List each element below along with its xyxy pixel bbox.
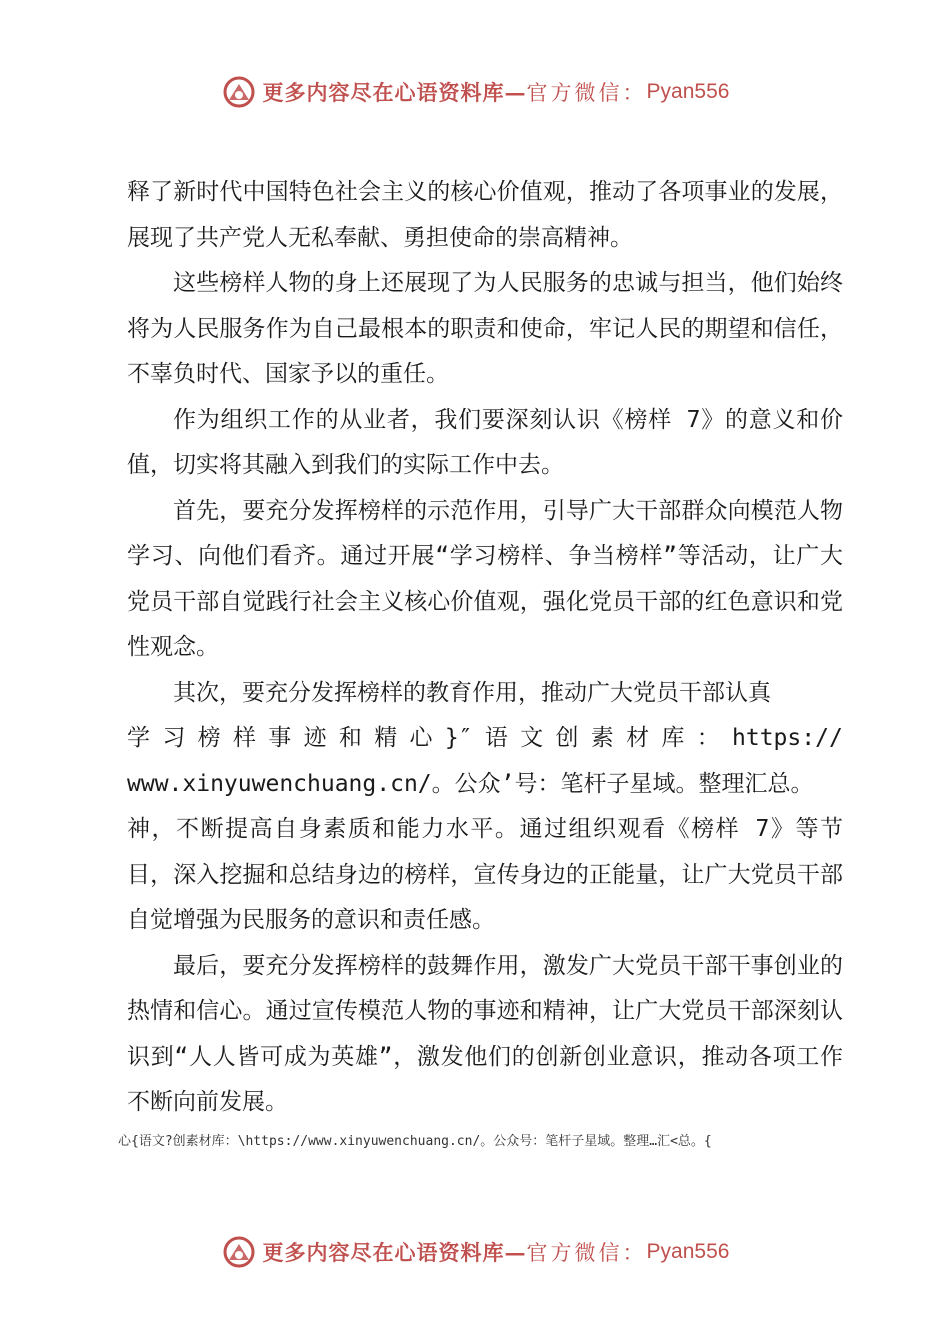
watermark-url-line: www.xinyuwenchuang.cn/。公众’号：笔杆子星域。整理汇总。 <box>127 770 814 797</box>
paragraph: 作为组织工作的从业者，我们要深刻认识《榜样 7》的意义和价值，切实将其融入到我们的实际工作中去。 <box>127 406 843 478</box>
paragraph: 释了新时代中国特色社会主义的核心价值观，推动了各项事业的发展，展现了共产党人无私奉献、勇担使命的崇高精神。 <box>127 179 843 251</box>
paragraph-with-watermark <box>127 671 843 944</box>
header-wechat-id: Pyan556 <box>646 80 730 103</box>
header-slogan: 更多内容尽在心语资料库— <box>262 80 527 105</box>
spread-char: 迹 <box>303 725 327 751</box>
header-wechat-label: 官方微信： <box>526 81 647 105</box>
paragraph: 首先，要充分发挥榜样的示范作用，引导广大干部群众向模范人物学习、向他们看齐。通过开展“学习榜样、争当榜样”等活动，让广大党员干部自觉践行社会主义核心价值观，强化党员干部的红色意识和党性观念。 <box>127 497 843 660</box>
spread-char: 心 <box>409 725 433 751</box>
paragraph: 最后，要充分发挥榜样的鼓舞作用，激发广大党员干部干事创业的热情和信心。通过宣传模范人物的事迹和精神，让广大党员干部深刻认识到“人人皆可成为英雄”，激发他们的创新创业意识，推动各项工作不断向前发展。 <box>127 952 843 1115</box>
spread-char: }″ <box>444 725 473 751</box>
header-banner <box>0 70 950 114</box>
paragraph-line: 神，不断提高自身素质和能力水平。通过组织观看《榜样 7》等节目，深入挖掘和总结身边的榜样，宣传身边的正能量，让广大党员干部自觉增强为民服务的意识和责任感。 <box>127 816 843 933</box>
watermark-footnote: 心{语文?创素材库：\https://www.xinyuwenchuang.cn/。公众号：笔杆子星域。整理…汇<总。{ <box>118 1134 712 1149</box>
brand-logo-icon <box>221 74 257 110</box>
spread-char: 库 <box>661 725 685 751</box>
spread-char: https:// <box>732 725 843 751</box>
footer-wechat-id: Pyan556 <box>646 1240 730 1263</box>
spread-char: 和 <box>338 725 362 751</box>
spread-char: 精 <box>374 725 398 751</box>
body-text <box>127 170 843 1126</box>
spread-char: 材 <box>626 725 650 751</box>
footer-slogan: 更多内容尽在心语资料库— <box>262 1240 527 1265</box>
spread-char: 榜 <box>197 725 221 751</box>
paragraph: 这些榜样人物的身上还展现了为人民服务的忠诚与担当，他们始终将为人民服务作为自己最根本的职责和使命，牢记人民的期望和信任，不辜负时代、国家予以的重任。 <box>127 270 843 387</box>
watermark-spread-line <box>127 716 843 762</box>
paragraph-line: 其次，要充分发挥榜样的教育作用，推动广大党员干部认真 <box>173 679 771 706</box>
footer-banner <box>0 1230 950 1274</box>
spread-char: 事 <box>268 725 292 751</box>
spread-char: 创 <box>555 725 579 751</box>
spread-char: 习 <box>162 725 186 751</box>
spread-char: 素 <box>590 725 614 751</box>
footer-wechat-label: 官方微信： <box>526 1241 647 1265</box>
spread-char: 语 <box>484 725 508 751</box>
spread-char: 文 <box>520 725 544 751</box>
spread-char: 样 <box>232 725 256 751</box>
spread-char: 学 <box>127 725 150 751</box>
spread-char: ： <box>696 725 720 751</box>
brand-logo-icon <box>221 1234 257 1270</box>
